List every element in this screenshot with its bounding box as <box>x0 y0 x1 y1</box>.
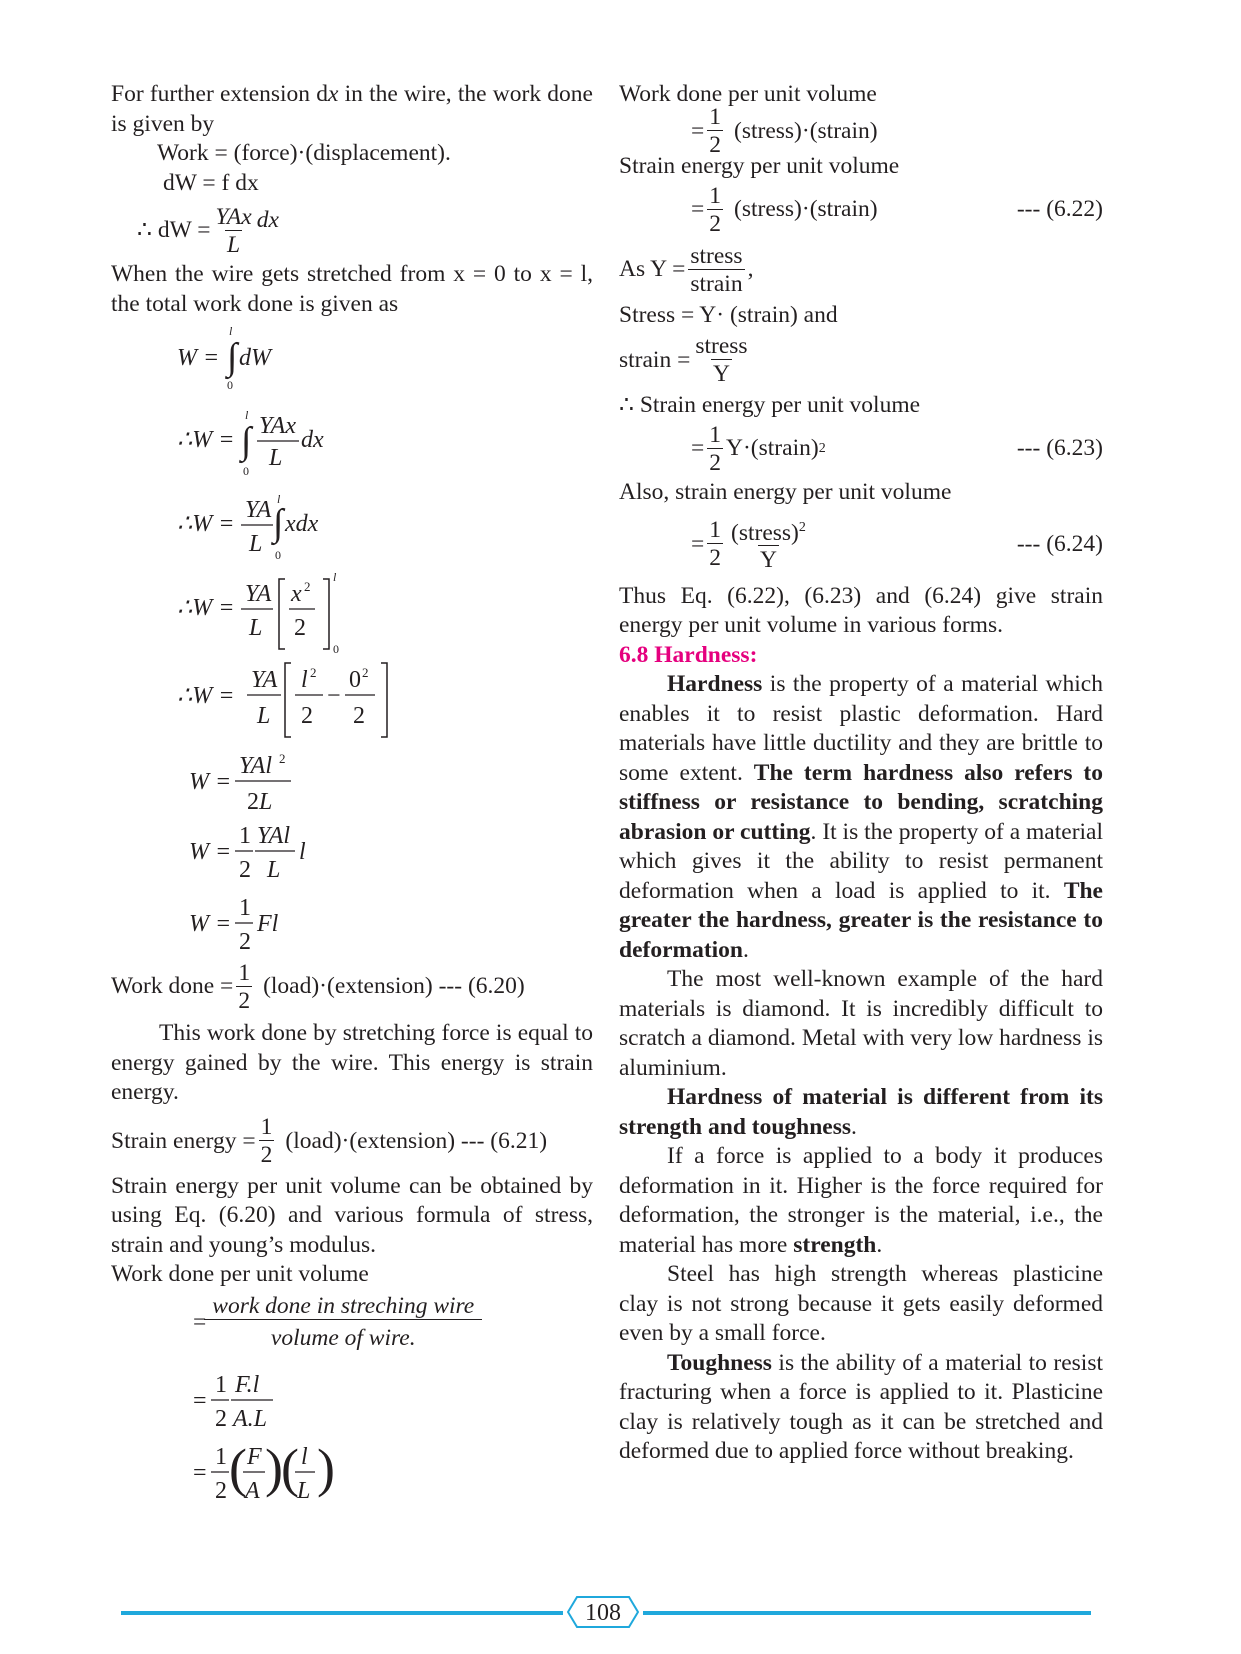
svg-text:∫: ∫ <box>273 502 284 544</box>
svg-text:L: L <box>269 445 283 471</box>
svg-text:∫: ∫ <box>241 420 252 462</box>
svg-text:L: L <box>257 703 271 729</box>
svg-text:L: L <box>297 1477 311 1504</box>
paragraph-stretched: When the wire gets stretched from x = 0 to x = l, the total work done is given as <box>111 261 593 317</box>
paragraph-difference: Hardness of material is different from its strength and toughness. <box>619 1084 1103 1140</box>
svg-text:0: 0 <box>227 378 233 392</box>
svg-text:dx: dx <box>301 427 324 453</box>
stress-equation: Stress = Y· (strain) and <box>619 302 838 328</box>
svg-text:1: 1 <box>215 1443 227 1470</box>
svg-text:dW: dW <box>239 345 271 371</box>
svg-text:l: l <box>301 667 308 693</box>
svg-text:L: L <box>267 857 281 883</box>
svg-text:2: 2 <box>304 579 311 594</box>
svg-text:2: 2 <box>301 703 313 729</box>
right-column <box>619 80 1103 1467</box>
svg-text:YA: YA <box>245 581 272 607</box>
svg-text:F.l: F.l <box>235 1371 260 1398</box>
svg-text:l: l <box>245 408 249 422</box>
svg-text:L: L <box>249 531 263 557</box>
dw-fraction-equation: ∴ dW = $\frac{\text{YAx}}{L}$ dx <box>137 203 279 258</box>
svg-text:YA: YA <box>251 667 278 693</box>
svg-text:=: = <box>193 1387 207 1414</box>
svg-text:∫: ∫ <box>227 336 238 378</box>
svg-text:YAx: YAx <box>259 413 296 439</box>
svg-text:∴W =: ∴W = <box>177 427 235 453</box>
paragraph-diamond: The most well-known example of the hard materials is diamond. It is incredibly difficult to scratch a diamond. Metal with very low hardness is aluminium. <box>619 966 1103 1081</box>
svg-text:L: L <box>249 615 263 641</box>
paragraph-strength: If a force is applied to a body it produces deformation in it. Higher is the force required for deformation, the stronger is the material, i.e., the material has more strength. <box>619 1143 1103 1258</box>
paragraph-steel: Steel has high strength whereas plasticine clay is not strong because it gets easily deformed even by a small force. <box>619 1261 1103 1346</box>
equation-623: = $\frac{1}{2}$ Y·(strain) 2 --- (6.23) <box>691 421 1103 476</box>
svg-text:W =: W = <box>177 345 220 371</box>
svg-text:l: l <box>301 1443 308 1470</box>
svg-text:W =: W = <box>189 839 232 865</box>
svg-text:F: F <box>247 1443 262 1470</box>
svg-text:0: 0 <box>275 548 281 562</box>
svg-text:2: 2 <box>239 929 251 955</box>
svg-text:A.L: A.L <box>233 1405 268 1432</box>
svg-text:A: A <box>245 1477 260 1504</box>
svg-text:l: l <box>333 570 337 584</box>
svg-text:l: l <box>277 492 281 506</box>
work-per-volume-derivation <box>111 1356 593 1506</box>
svg-text:1: 1 <box>239 823 251 849</box>
svg-text:2: 2 <box>215 1477 227 1504</box>
work-per-volume-fraction: = $\frac{\text{work done in streching wire}}{\text{volume of wire.}}$ <box>111 1290 593 1356</box>
equation-622: = $\frac{1}{2}$ (stress)·(strain) --- (6.22) <box>691 182 1103 237</box>
svg-text:l: l <box>299 839 306 865</box>
left-column <box>111 80 593 1506</box>
page-number: 108 <box>585 1600 621 1626</box>
svg-text:∴W =: ∴W = <box>177 683 235 709</box>
svg-text:YA: YA <box>245 497 272 523</box>
paragraph-extension: For further extension dx in the wire, the work done is given by <box>111 81 593 137</box>
svg-text:YAl: YAl <box>239 753 272 779</box>
svg-text:1: 1 <box>239 895 251 921</box>
svg-text:): ) <box>265 1437 283 1498</box>
equation-624: = $\frac{1}{2}$ $\frac{(stress)^2}{Y}$ --- (6.24) <box>691 517 1103 574</box>
paragraph-hardness: Hardness is the property of a material which enables it to resist plastic deformation. Hard materials have little ductility and they are brittle to some extent. The term hardness also refers to stiffness or resistance to bending, scratching abrasion or cutting. It is the property of a material which gives it the ability to resist permanent deformation when a load is applied to it. The greater the hardness, greater is the resistance to deformation. <box>619 671 1104 963</box>
half-stress-strain-equation: = $\frac{1}{2}$ (stress)·(strain) <box>691 104 878 158</box>
svg-text:2: 2 <box>310 665 317 680</box>
dw-equation: dW = f dx <box>163 169 259 196</box>
work-equation: Work = (force)·(displacement). <box>157 140 451 166</box>
svg-text:∴W =: ∴W = <box>177 595 235 621</box>
strain-energy-per-volume-label: Strain energy per unit volume <box>619 152 900 179</box>
svg-text:2: 2 <box>279 751 286 766</box>
svg-text:2: 2 <box>362 665 369 680</box>
svg-text:2L: 2L <box>247 789 273 815</box>
svg-text:W =: W = <box>189 911 232 937</box>
strain-energy-equation-621: Strain energy = $\frac{1}{2}$ (load)·(extension) --- (6.21) <box>111 1114 548 1168</box>
svg-text:): ) <box>317 1437 335 1498</box>
svg-text:0: 0 <box>243 464 249 478</box>
svg-text:(: ( <box>229 1437 247 1498</box>
svg-text:xdx: xdx <box>285 511 319 537</box>
svg-text:2: 2 <box>239 857 251 883</box>
paragraph-thus: Thus Eq. (6.22), (6.23) and (6.24) give strain energy per unit volume in various forms. <box>619 582 1103 638</box>
svg-text:(: ( <box>281 1437 299 1498</box>
young-modulus-equation: As Y = $\frac{\text{stress}}{\text{strain}}$ , <box>619 242 754 297</box>
strain-equation: strain = $\frac{\text{stress}}{Y}$ <box>619 333 748 387</box>
svg-text:−: − <box>327 683 341 709</box>
svg-text:∴W =: ∴W = <box>177 511 235 537</box>
svg-text:Fl: Fl <box>257 911 279 937</box>
svg-text:1: 1 <box>215 1371 227 1398</box>
svg-text:2: 2 <box>294 615 306 641</box>
svg-text:l: l <box>229 324 233 338</box>
therefore-strain-energy-label: ∴ Strain energy per unit volume <box>619 391 921 418</box>
work-integral-derivation <box>111 319 593 959</box>
work-done-per-unit-volume-label: Work done per unit volume <box>111 1261 369 1287</box>
work-done-per-unit-volume-heading: Work done per unit volume <box>619 81 877 107</box>
svg-text:0: 0 <box>349 667 361 693</box>
svg-text:0: 0 <box>333 642 339 656</box>
svg-text:x: x <box>291 581 302 607</box>
paragraph-toughness: Toughness is the ability of a material to resist fracturing when a force is applied to it. Plasticine clay is relatively tough as it can be stretched and deformed due to applied force without breaking. <box>619 1349 1103 1464</box>
paragraph-per-unit-volume: Strain energy per unit volume can be obtained by using Eq. (6.20) and various formula of stress, strain and young’s modulus. <box>111 1172 593 1258</box>
work-done-equation-620: Work done = $\frac{1}{2}$ (load)·(extension) --- (6.20) <box>111 959 525 1014</box>
svg-text:=: = <box>193 1459 207 1486</box>
paragraph-strain-energy: This work done by stretching force is equal to energy gained by the wire. This energy is strain energy. <box>111 1020 593 1105</box>
page-number-badge <box>567 1596 639 1628</box>
svg-text:2: 2 <box>215 1405 227 1432</box>
svg-text:YAl: YAl <box>257 823 290 849</box>
also-strain-energy-label: Also, strain energy per unit volume <box>619 479 952 505</box>
svg-text:W =: W = <box>189 769 232 795</box>
section-heading-hardness: 6.8 Hardness: <box>619 641 758 668</box>
svg-text:2: 2 <box>353 703 365 729</box>
